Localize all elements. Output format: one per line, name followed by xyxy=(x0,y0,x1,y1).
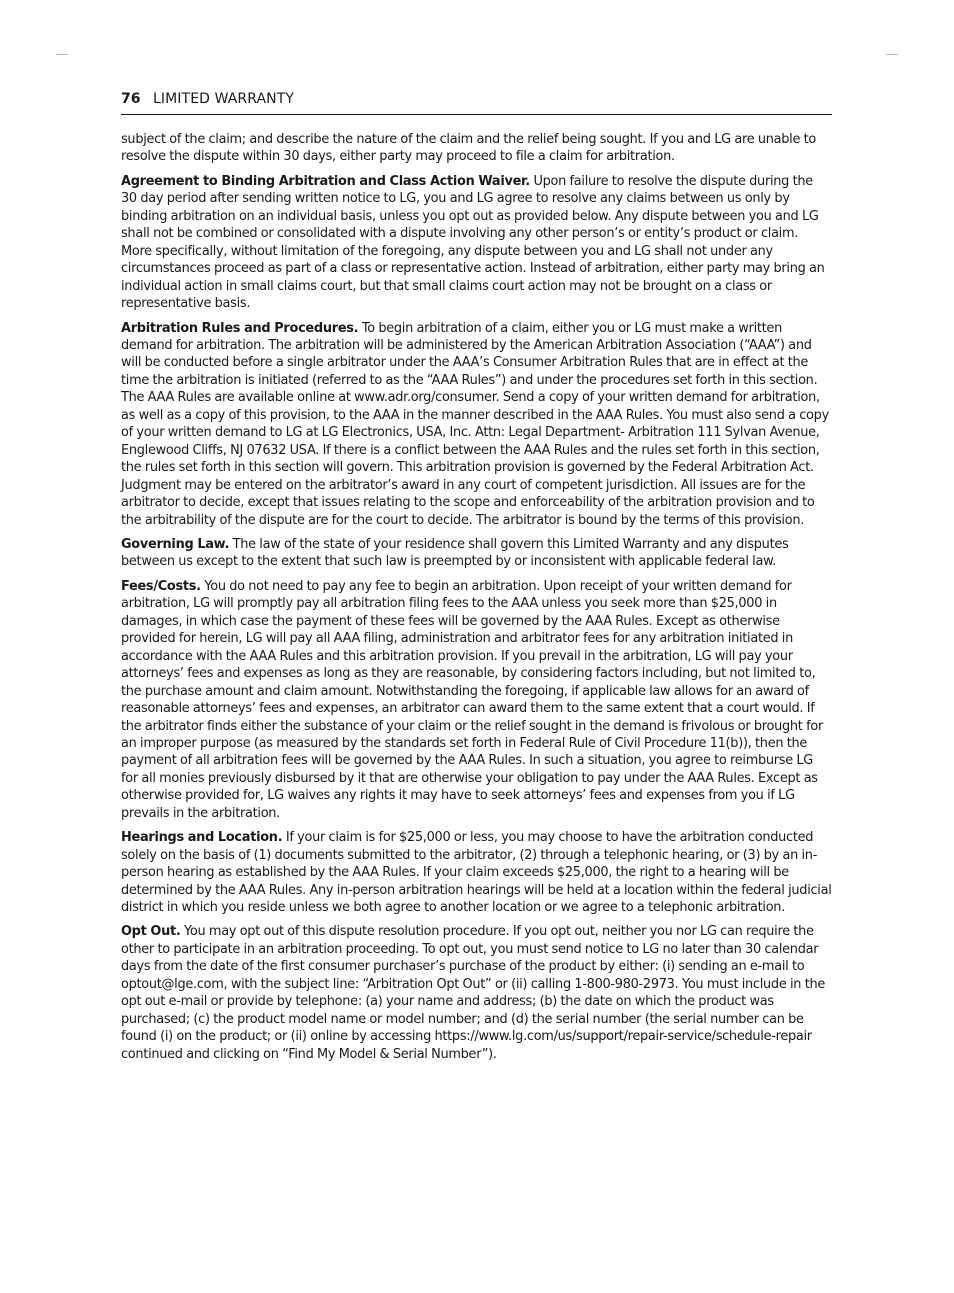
paragraph-text: You may opt out of this dispute resolution procedure. If you opt out, neither you nor LG can require the other to participate in an arbitration proceeding. To opt out, you must send notice to LG no later than 30 calendar days from the date of the first consumer purchaser’s purchase of the product by either: (i) sending an e-mail to optout@lge.com, with the subject line: “Arbitration Opt Out” or (ii) calling 1-800-980-2973. You must include in the opt out e-mail or provide by telephone: (a) your name and address; (b) the date on which the product was purchased; (c) the product model name or model number; and (d) the serial number (the serial number can be found (i) on the product; or (ii) online by accessing https://www.lg.com/us/support/repair-service/schedule-repair continued and clicking on “Find My Model & Serial Number”). xyxy=(121,924,826,1062)
paragraph-heading: Opt Out. xyxy=(121,924,181,940)
paragraph-hearings-location xyxy=(121,829,832,916)
paragraph-heading: Hearings and Location. xyxy=(121,830,283,846)
paragraph-heading: Agreement to Binding Arbitration and Class Action Waiver. xyxy=(121,173,530,189)
paragraph-heading: Governing Law. xyxy=(121,536,230,552)
crop-mark-right xyxy=(886,54,898,55)
paragraph-heading: Fees/Costs. xyxy=(121,578,201,594)
paragraph-text: You do not need to pay any fee to begin an arbitration. Upon receipt of your written demand for arbitration, LG will promptly pay all arbitration filing fees to the AAA unless you seek more than $25,000 in damages, in which case the payment of these fees will be governed by the AAA Rules. Except as otherwise provided for herein, LG will pay all AAA filing, administration and arbitrator fees for any arbitration initiated in accordance with the AAA Rules and this arbitration provision. If you prevail in the arbitration, LG will pay your attorneys’ fees and expenses as long as they are reasonable, by considering factors including, but not limited to, the purchase amount and claim amount. Notwithstanding the foregoing, if applicable law allows for an award of reasonable attorneys’ fees and expenses, an arbitrator can award them to the same extent that a court would. If the arbitrator finds either the substance of your claim or the relief sought in the demand is frivolous or brought for an improper purpose (as measured by the standards set forth in Federal Rule of Civil Procedure 11(b)), then the payment of all arbitration fees will be governed by the AAA Rules. In such a situation, you agree to reimburse LG for all monies previously disbursed by it that are otherwise your obligation to pay under the AAA Rules. Except as otherwise provided for, LG waives any rights it may have to seek attorneys’ fees and expenses from you if LG prevails in the arbitration. xyxy=(121,578,823,821)
crop-mark-left xyxy=(56,54,68,55)
page-number: 76 xyxy=(121,91,141,107)
paragraph-opt-out xyxy=(121,923,832,1063)
paragraph-fees-costs xyxy=(121,578,832,822)
paragraph-heading: Arbitration Rules and Procedures. xyxy=(121,320,359,336)
paragraph-arbitration-rules xyxy=(121,320,832,529)
paragraph-claim-intro xyxy=(121,131,832,166)
warranty-body xyxy=(121,131,832,1070)
section-title: LIMITED WARRANTY xyxy=(153,91,295,107)
paragraph-text: The law of the state of your residence shall govern this Limited Warranty and any disputes between us except to the extent that such law is preempted by or inconsistent with applicable federal law. xyxy=(121,536,789,570)
paragraph-text: If your claim is for $25,000 or less, you may choose to have the arbitration conducted solely on the basis of (1) documents submitted to the arbitrator, (2) through a telephonic hearing, or (3) by an in-person hearing as established by the AAA Rules. If your claim exceeds $25,000, the right to a hearing will be determined by the AAA Rules. Any in-person arbitration hearings will be held at a location within the federal judicial district in which you reside unless we both agree to another location or we agree to a telephonic arbitration. xyxy=(121,830,832,916)
paragraph-binding-arbitration xyxy=(121,173,832,313)
paragraph-text: Upon failure to resolve the dispute during the 30 day period after sending written notice to LG, you and LG agree to resolve any claims between us only by binding arbitration on an individual basis, unless you opt out as provided below. Any dispute between you and LG shall not be combined or consolidated with a dispute involving any other person’s or entity’s product or claim. More specifically, without limitation of the foregoing, any dispute between you and LG shall not under any circumstances proceed as part of a class or representative action. Instead of arbitration, either party may bring an individual action in small claims court, but that small claims court action may not be brought on a class or representative basis. xyxy=(121,173,825,312)
page-header xyxy=(121,89,832,115)
paragraph-governing-law xyxy=(121,536,832,571)
paragraph-text: To begin arbitration of a claim, either you or LG must make a written demand for arbitration. The arbitration will be administered by the American Arbitration Association (“AAA”) and will be conducted before a single arbitrator under the AAA’s Consumer Arbitration Rules that are in effect at the time the arbitration is initiated (referred to as the “AAA Rules”) and under the procedures set forth in this section. The AAA Rules are available online at www.adr.org/consumer. Send a copy of your written demand for arbitration, as well as a copy of this provision, to the AAA in the manner described in the AAA Rules. You must also send a copy of your written demand to LG at LG Electronics, USA, Inc. Attn: Legal Department- Arbitration 111 Sylvan Avenue, Englewood Cliffs, NJ 07632 USA. If there is a conflict between the AAA Rules and the rules set forth in this section, the rules set forth in this section will govern. This arbitration provision is governed by the Federal Arbitration Act. Judgment may be entered on the arbitrator’s award in any court of competent jurisdiction. All issues are for the arbitrator to decide, except that issues relating to the scope and enforceability of the arbitration provision and to the arbitrability of the dispute are for the court to decide. The arbitrator is bound by the terms of this provision. xyxy=(121,320,829,528)
paragraph-text: subject of the claim; and describe the nature of the claim and the relief being sought. If you and LG are unable to resolve the dispute within 30 days, either party may proceed to file a claim for arbitration. xyxy=(121,132,817,165)
